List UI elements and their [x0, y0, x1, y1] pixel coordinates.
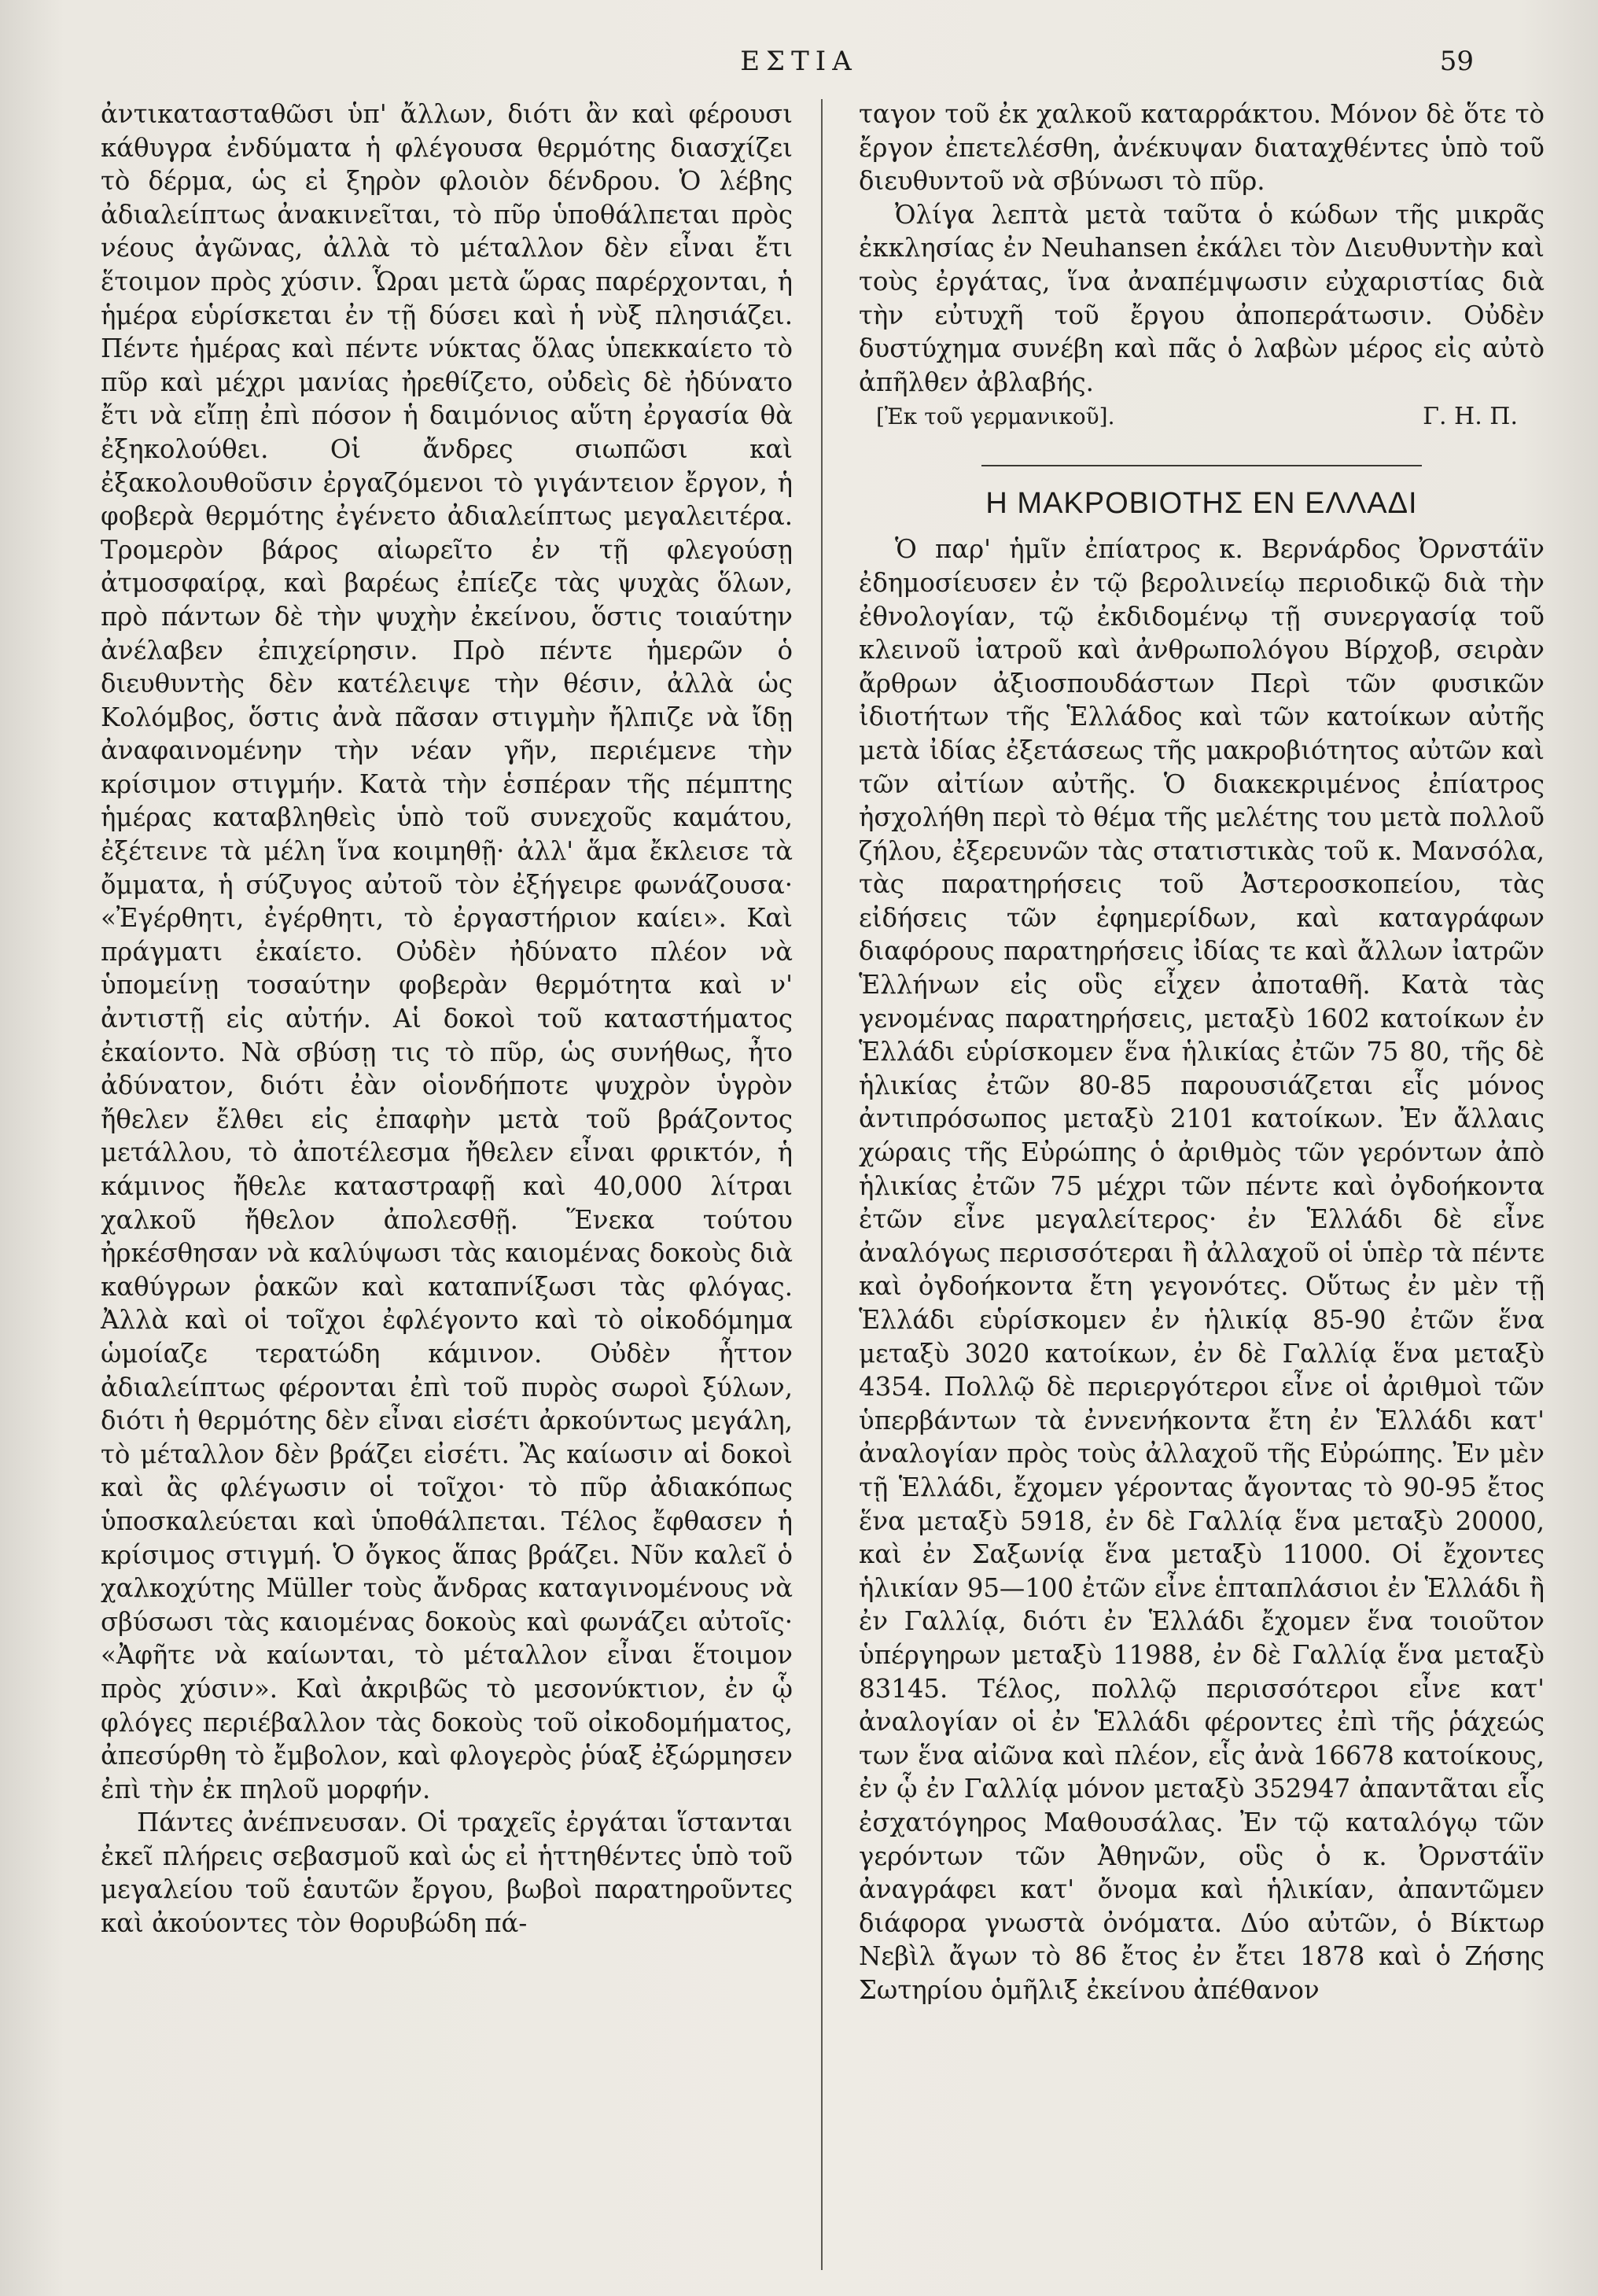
- running-head: [0, 41, 1598, 88]
- attribution-line: [859, 400, 1545, 435]
- right-column: [859, 98, 1545, 2007]
- page-number: 59: [1439, 46, 1474, 77]
- continuation-paragraph: Ὀλίγα λεπτὰ μετὰ ταῦτα ὁ κώδων τῆς μικρᾶς ἐκκλησίας ἐν Neuhansen ἐκάλει τὸν Διευθυντὴν καὶ τοὺς ἐργάτας, ἵνα ἀναπέμψωσιν εὐχαριστίας διὰ τὴν εὐτυχῆ τοῦ ἔργου ἀποπεράτωσιν. Οὐδὲν δυστύχημα συνέβη καὶ πᾶς ὁ λαβὼν μέρος εἰς αὐτὸ ἀπῆλθεν ἀβλαβής.: [859, 199, 1545, 397]
- body-paragraph: Πάντες ἀνέπνευσαν. Οἱ τραχεῖς ἐργάται ἵστανται ἐκεῖ πλήρεις σεβασμοῦ καὶ ὡς εἰ ἡττηθέντες ὑπὸ τοῦ μεγαλείου τοῦ ἑαυτῶν ἔργου, βωβοὶ παρατηροῦντες καὶ ἀκούοντες τὸν θορυβώδη πά-: [101, 1808, 793, 1939]
- article-heading: Η ΜΑΚΡΟΒΙΟΤΗΣ ΕΝ ΕΛΛΑΔΙ: [985, 487, 1418, 521]
- left-column: [101, 98, 793, 1940]
- author-signature: Γ. Η. Π.: [1423, 403, 1518, 431]
- column-divider: [821, 99, 823, 2270]
- article-separator: [981, 465, 1422, 466]
- body-paragraph: ἀντικατασταθῶσι ὑπ' ἄλλων, διότι ἂν καὶ φέρουσι κάθυγρα ἐνδύματα ἡ φλέγουσα θερμότης διασχίζει τὸ δέρμα, ὡς εἰ ξηρὸν φλοιὸν δένδρου. Ὁ λέβης ἀδιαλείπτως ἀνακινεῖται, τὸ πῦρ ὑποθάλπεται πρὸς νέους ἀγῶνας, ἀλλὰ τὸ μέταλλον δὲν εἶναι ἔτι ἕτοιμον πρὸς χύσιν. Ὧραι μετὰ ὥρας παρέρχονται, ἡ ἡμέρα εὑρίσκεται ἐν τῇ δύσει καὶ ἡ νὺξ πλησιάζει. Πέντε ἡμέρας καὶ πέντε νύκτας ὅλας ὑπεκκαίετο τὸ πῦρ καὶ μέχρι μανίας ἠρεθίζετο, οὐδεὶς δὲ ἠδύνατο ἔτι νὰ εἴπῃ ἐπὶ πόσον ἡ δαιμόνιος αὕτη ἐργασία θὰ ἐξηκολούθει. Οἱ ἄνδρες σιωπῶσι καὶ ἐξακολουθοῦσιν ἐργαζόμενοι τὸ γιγάντειον ἔργον, ἡ φοβερὰ θερμότης ἐγένετο ἀδιαλείπτως μεγαλειτέρα. Τρομερὸν βάρος αἰωρεῖτο ἐν τῇ φλεγούσῃ ἀτμοσφαίρᾳ, καὶ βαρέως ἐπίεζε τὰς ψυχὰς ὅλων, πρὸ πάντων δὲ τὴν ψυχὴν ἐκείνου, ὅστις τοιαύτην ἀνέλαβεν ἐπιχείρησιν. Πρὸ πέντε ἡμερῶν ὁ διευθυντὴς δὲν κατέλειψε τὴν θέσιν, ἀλλὰ ὡς Κολόμβος, ὅστις ἀνὰ πᾶσαν στιγμὴν ἤλπιζε νὰ ἴδῃ ἀναφαινομένην τὴν νέαν γῆν, περιέμενε τὴν κρίσιμον στιγμήν. Κατὰ τὴν ἑσπέραν τῆς πέμπτης ἡμέρας καταβληθεὶς ὑπὸ τοῦ συνεχοῦς καμάτου, ἐξέτεινε τὰ μέλη ἵνα κοιμηθῇ· ἀλλ' ἅμα ἔκλεισε τὰ ὄμματα, ἡ σύζυγος αὐτοῦ τὸν ἐξήγειρε φωνάζουσα· «Ἐγέρθητι, ἐγέρθητι, τὸ ἐργαστήριον καίει». Καὶ πράγματι ἐκαίετο. Οὐδὲν ἠδύνατο πλέον νὰ ὑπομείνῃ τοσαύτην φοβερὰν θερμότητα καὶ ν' ἀντιστῇ εἰς αὐτήν. Αἱ δοκοὶ τοῦ καταστήματος ἐκαίοντο. Νὰ σβύσῃ τις τὸ πῦρ, ὡς συνήθως, ἦτο ἀδύνατον, διότι ἐὰν οἱονδήποτε ψυχρὸν ὑγρὸν ἤθελεν ἔλθει εἰς ἐπαφὴν μετὰ τοῦ βράζοντος μετάλλου, τὸ ἀποτέλεσμα ἤθελεν εἶναι φρικτόν, ἡ κάμινος ἤθελε καταστραφῇ καὶ 40,000 λίτραι χαλκοῦ ἤθελον ἀπολεσθῇ. Ἕνεκα τούτου ἠρκέσθησαν νὰ καλύψωσι τὰς καιομένας δοκοὺς διὰ καθύγρων ῥακῶν καὶ καταπνίξωσι τὰς φλόγας. Ἀλλὰ καὶ οἱ τοῖχοι ἐφλέγοντο καὶ τὸ οἰκοδόμημα ὡμοίαζε τερατώδη κάμινον. Οὐδὲν ἧττον ἀδιαλείπτως φέρονται ἐπὶ τοῦ πυρὸς σωροὶ ξύλων, διότι ἡ θερμότης δὲν εἶναι εἰσέτι ἀρκούντως μεγάλη, τὸ μέταλλον δὲν βράζει εἰσέτι. Ἂς καίωσιν αἱ δοκοὶ καὶ ἂς φλέγωσιν οἱ τοῖχοι· τὸ πῦρ ἀδιακόπως ὑποσκαλεύεται καὶ ὑποθάλπεται. Τέλος ἔφθασεν ἡ κρίσιμος στιγμή. Ὁ ὄγκος ἅπας βράζει. Νῦν καλεῖ ὁ χαλκοχύτης Müller τοὺς ἄνδρας καταγινομένους νὰ σβύσωσι τὰς καιομένας δοκοὺς καὶ φωνάζει αὐτοῖς· «Ἀφῆτε νὰ καίωνται, τὸ μέταλλον εἶναι ἕτοιμον πρὸς χύσιν». Καὶ ἀκριβῶς τὸ μεσονύκτιον, ἐν ᾧ φλόγες περιέβαλλον τὰς δοκοὺς τοῦ οἰκοδομήματος, ἀπεσύρθη τὸ ἔμβολον, καὶ φλογερὸς ῥύαξ ἐξώρμησεν ἐπὶ τὴν ἐκ πηλοῦ μορφήν.: [101, 99, 793, 1804]
- running-title: ΕΣΤΙΑ: [740, 46, 858, 77]
- article-paragraph: Ὁ παρ' ἡμῖν ἐπίατρος κ. Βερνάρδος Ὀρνστάϊν ἐδημοσίευσεν ἐν τῷ βερολινείῳ περιοδικῷ διὰ τὴν ἐθνολογίαν, τῷ ἐκδιδομένῳ τῇ συνεργασίᾳ τοῦ κλεινοῦ ἰατροῦ καὶ ἀνθρωπολόγου Βίρχοβ, σειρὰν ἄρθρων ἀξιοσπουδάστων Περὶ τῶν φυσικῶν ἰδιοτήτων τῆς Ἑλλάδος καὶ τῶν κατοίκων αὐτῆς μετὰ ἰδίας ἐξετάσεως τῆς μακροβιότητος αὐτῶν καὶ τῶν αἰτίων αὐτῆς. Ὁ διακεκριμένος ἐπίατρος ἠσχολήθη περὶ τὸ θέμα τῆς μελέτης του μετὰ πολλοῦ ζήλου, ἐξερευνῶν τὰς στατιστικὰς τοῦ κ. Μανσόλα, τὰς παρατηρήσεις τοῦ Ἀστεροσκοπείου, τὰς εἰδήσεις τῶν ἐφημερίδων, καὶ καταγράφων διαφόρους παρατηρήσεις ἰδίας τε καὶ ἄλλων ἰατρῶν Ἑλλήνων εἰς οὓς εἶχεν ἀποταθῆ. Κατὰ τὰς γενομένας παρατηρήσεις, μεταξὺ 1602 κατοίκων ἐν Ἑλλάδι εὑρίσκομεν ἕνα ἡλικίας ἐτῶν 75 80, τῆς δὲ ἡλικίας ἐτῶν 80-85 παρουσιάζεται εἷς μόνος ἀντιπρόσωπος μεταξὺ 2101 κατοίκων. Ἐν ἄλλαις χώραις τῆς Εὐρώπης ὁ ἀριθμὸς τῶν γερόντων ἀπὸ ἡλικίας ἐτῶν 75 μέχρι τῶν πέντε καὶ ὀγδοήκοντα ἐτῶν εἶνε μεγαλείτερος· ἐν Ἑλλάδι δὲ εἶνε ἀναλόγως περισσότεραι ἢ ἀλλαχοῦ οἱ ὑπὲρ τὰ πέντε καὶ ὀγδοήκοντα ἔτη γεγονότες. Οὕτως ἐν μὲν τῇ Ἑλλάδι εὑρίσκομεν ἐν ἡλικίᾳ 85-90 ἐτῶν ἕνα μεταξὺ 3020 κατοίκων, ἐν δὲ Γαλλίᾳ ἕνα μεταξὺ 4354. Πολλῷ δὲ περιεργότεροι εἶνε οἱ ἀριθμοὶ τῶν ὑπερβάντων τὰ ἐννενήκοντα ἔτη ἐν Ἑλλάδι κατ' ἀναλογίαν πρὸς τοὺς ἀλλαχοῦ τῆς Εὐρώπης. Ἐν μὲν τῇ Ἑλλάδι, ἔχομεν γέροντας ἄγοντας τὸ 90-95 ἔτος ἕνα μεταξὺ 5918, ἐν δὲ Γαλλίᾳ ἕνα μεταξὺ 20000, καὶ ἐν Σαξωνίᾳ ἕνα μεταξὺ 11000. Οἱ ἔχοντες ἡλικίαν 95—100 ἐτῶν εἶνε ἑπταπλάσιοι ἐν Ἑλλάδι ἢ ἐν Γαλλίᾳ, διότι ἐν Ἑλλάδι ἔχομεν ἕνα τοιοῦτον ὑπέργηρων μεταξὺ 11988, ἐν δὲ Γαλλίᾳ ἕνα μεταξὺ 83145. Τέλος, πολλῷ περισσότεροι εἶνε κατ' ἀναλογίαν οἱ ἐν Ἑλλάδι φέροντες ἐπὶ τῆς ῥάχεώς των ἕνα αἰῶνα καὶ πλέον, εἷς ἀνὰ 16678 κατοίκους, ἐν ᾧ ἐν Γαλλίᾳ μόνον μεταξὺ 352947 ἀπαντᾶται εἷς ἐσχατόγηρος Μαθουσάλας. Ἐν τῷ καταλόγῳ τῶν γερόντων τῶν Ἀθηνῶν, οὓς ὁ κ. Ὀρνστάϊν ἀναγράφει κατ' ὄνομα καὶ ἡλικίαν, ἀπαντῶμεν διάφορα γνωστὰ ὀνόματα. Δύο αὐτῶν, ὁ Βίκτωρ Νεβὶλ ἄγων τὸ 86 ἔτος ἐν ἔτει 1878 καὶ ὁ Ζήσης Σωτηρίου ὁμῆλιξ ἐκείνου ἀπέθανον: [859, 534, 1545, 2005]
- continuation-paragraph: ταγον τοῦ ἐκ χαλκοῦ καταρράκτου. Μόνον δὲ ὅτε τὸ ἔργον ἐπετελέσθη, ἀνέκυψαν διαταχθέντες ὑπὸ τοῦ διευθυντοῦ νὰ σβύνωσι τὸ πῦρ.: [859, 99, 1545, 197]
- source-note: [Ἐκ τοῦ γερμανικοῦ].: [876, 404, 1115, 430]
